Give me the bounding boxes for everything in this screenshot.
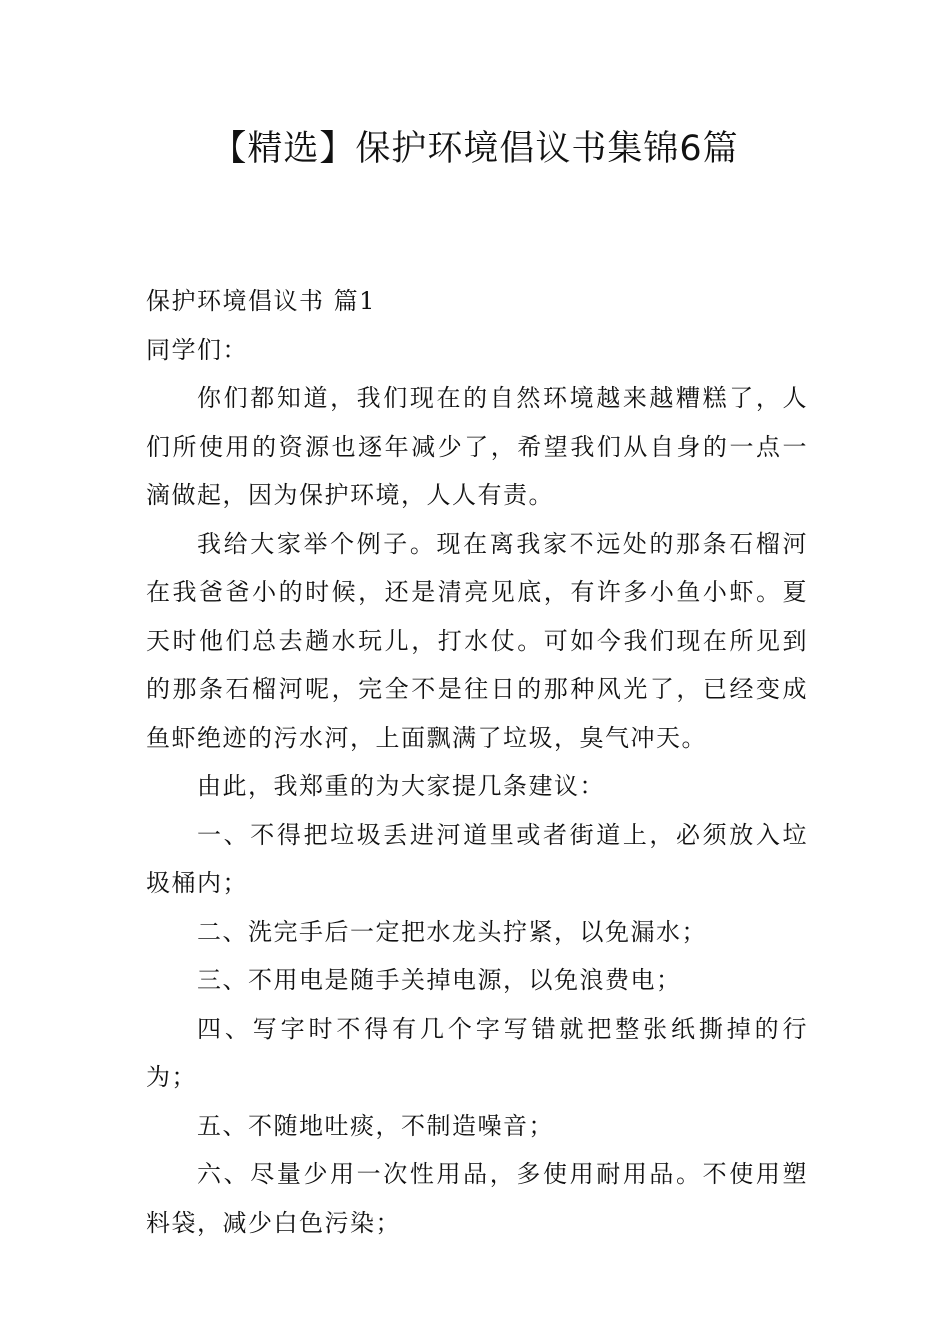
- section-heading: 保护环境倡议书 篇1: [146, 287, 376, 315]
- suggestion-4: 四、写字时不得有几个字写错就把整张纸撕掉的行为；: [146, 1014, 808, 1091]
- greeting: 同学们：: [146, 335, 248, 364]
- suggestion-5: 五、不随地吐痰，不制造噪音；: [197, 1111, 554, 1140]
- document-title: 【精选】保护环境倡议书集锦6篇: [211, 129, 739, 169]
- suggestion-1: 一、不得把垃圾丢进河道里或者街道上，必须放入垃圾桶内；: [146, 820, 808, 897]
- suggestion-3: 三、不用电是随手关掉电源，以免浪费电；: [197, 966, 682, 994]
- document-body: [146, 277, 808, 1247]
- paragraph-1: 你们都知道，我们现在的自然环境越来越糟糕了，人们所使用的资源也逐年减少了，希望我们从自身的一点一滴做起，因为保护环境，人人有责。: [146, 384, 808, 509]
- suggestion-6: 六、尽量少用一次性用品，多使用耐用品。不使用塑料袋，减少白色污染；: [146, 1160, 808, 1237]
- paragraph-2: 我给大家举个例子。现在离我家不远处的那条石榴河在我爸爸小的时候，还是清亮见底，有许多小鱼小虾。夏天时他们总去趟水玩儿，打水仗。可如今我们现在所见到的那条石榴河呢，完全不是往日的那种风光了，已经变成鱼虾绝迹的污水河，上面飘满了垃圾，臭气冲天。: [146, 529, 808, 752]
- suggestion-2: 二、洗完手后一定把水龙头拧紧，以免漏水；: [197, 917, 707, 946]
- paragraph-3: 由此，我郑重的为大家提几条建议：: [197, 772, 605, 800]
